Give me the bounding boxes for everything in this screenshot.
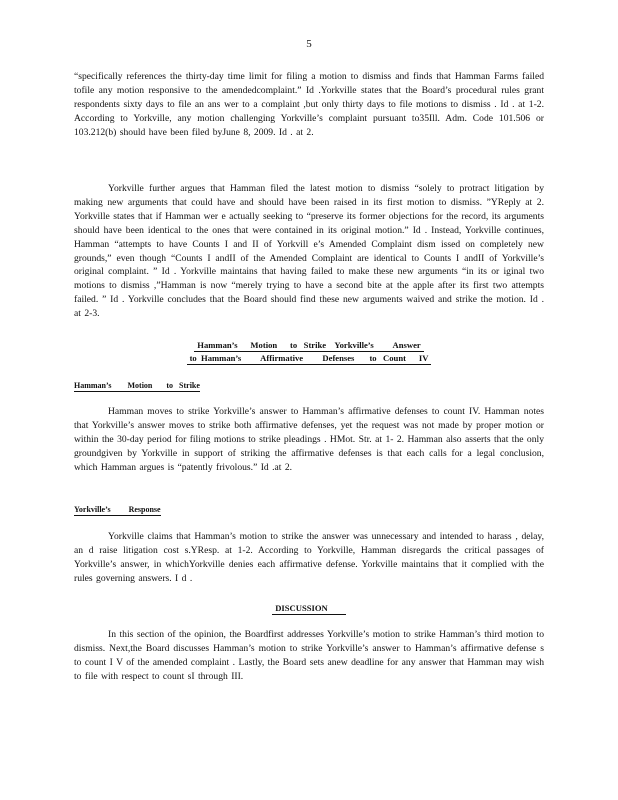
discussion-heading — [0, 603, 618, 615]
paragraph-hamman-moves: Hamman moves to strike Yorkville’s answer to Hamman’s affirmative defenses to count IV. Hamman notes that Yorkville’s answer moves to strike both affirmative defenses, yet the request was not made by proper motion or within the 30-day period for filing motions to strike pleadings . HMot. Str. at 1- 2. Hamman also asserts that the only groundgiven by Yorkville in support of striking the affirmative defenses is that each calls for a legal conclusion, which Hamman argues is “patently frivolous.” Id .at 2. — [74, 406, 544, 473]
subheading-hamman-motion: Hamman’s Motion to Strike — [74, 381, 200, 390]
subheading-yorkville-response: Yorkville’s Response — [74, 505, 161, 514]
section-heading-text-2: to Hamman’s Affirmative Defenses to Count IV — [187, 353, 432, 365]
section-heading-text-1: Hamman’s Motion to Strike Yorkville’s Answer — [194, 340, 423, 352]
paragraph-discussion: In this section of the opinion, the Boardfirst addresses Yorkville’s motion to strike Hamman’s third motion to dismiss. Next,the Board discusses Hamman’s motion to strike Yorkville’s answer to Hamman’s affirmative defense s to count I V of the amended complaint . Lastly, the Board sets anew deadline for any answer that Hamman may wish to file with respect to count sI through III. — [74, 629, 544, 682]
paragraph-yorkville-timing: “specifically references the thirty-day time limit for filing a motion to dismiss and finds that Hamman Farms failed tofile any motion responsive to the amendedcomplaint.” Id .Yorkville states that the Board’s procedural rules grant respondents sixty days to file an ans wer to a complaint ,but only thirty days to file motions to dismiss . Id . at 1-2. According to Yorkville, any motion challenging Yorkville’s complaint pursuant to35Ill. Adm. Code 101.506 or 103.212(b) should have been filed byJune 8, 2009. Id . at 2. — [74, 71, 544, 138]
section-heading-line-1 — [0, 340, 618, 352]
paragraph-yorkville-argues: Yorkville further argues that Hamman filed the latest motion to dismiss “solely to protract litigation by making new arguments that could have and should have been raised in its first motion to dismiss. ”YReply at 2. Yorkville states that if Hamman wer e actually seeking to “preserve its former objections for the record, its arguments should have been identical to the ones that were contained in its original motion.” Id . Instead, Yorkville continues, Hamman “attempts to have Counts I and II of Yorkvill e’s Amended Complaint dism issed on completely new grounds,” even though “Counts I andII of the Amended Complaint are identical to Counts I andII of Yorkville’s original complaint. ” Id . Yorkville maintains that having failed to make these new arguments “in its or iginal two motions to dismiss ,”Hamman is now “merely trying to have a second bite at the apple after its first two attempts failed. ” Id . Yorkville concludes that the Board should find these new arguments waived and strike the motion. Id . at 2-3. — [74, 183, 544, 320]
page-number: 5 — [306, 38, 312, 50]
section-heading-line-2 — [0, 353, 618, 365]
paragraph-yorkville-claims: Yorkville claims that Hamman’s motion to strike the answer was unnecessary and intended to harass , delay, an d raise litigation cost s.YResp. at 1-2. According to Yorkville, Hamman disregards the critical passages of Yorkville’s answer, in whichYorkville denies each affirmative defense. Yorkville maintains that it complied with the rules governing answers. I d . — [74, 531, 544, 584]
discussion-heading-text: DISCUSSION — [272, 603, 346, 615]
